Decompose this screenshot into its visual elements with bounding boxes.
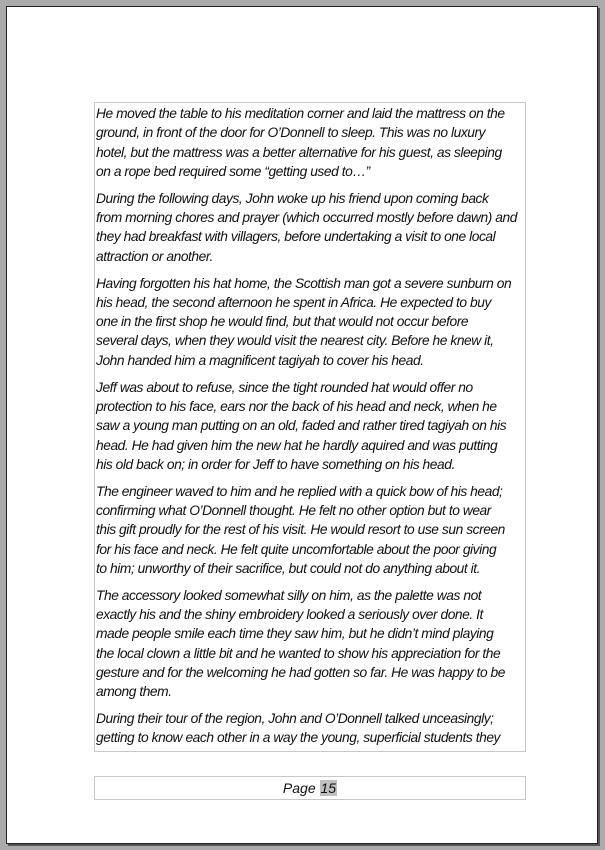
paragraph: The engineer waved to him and he replied with a quick bow of his head; confirming what O’Donnell thought. He felt no other option but to wear this gift proudly for the rest of his visit. He would resort to use sun screen for his face and neck. He felt quite uncomfortable about the poor giving to him; unworthy of their sacrifice, but could not do anything about it. [96, 483, 505, 576]
paragraph: He moved the table to his meditation corner and laid the mattress on the ground, in front of the door for O’Donnell to sleep. This was no luxury hotel, but the mattress was a better alternative for his guest, as sleeping on a rope bed required some “getting used to…” [96, 106, 505, 179]
body-text-frame[interactable] [94, 102, 526, 752]
page-footer[interactable] [94, 776, 526, 800]
paragraph: The accessory looked somewhat silly on him, as the palette was not exactly his and the shiny embroidery looked a seriously over done. It made people smile each time they saw him, but he didn’t mind playing the local clown a little bit and he wanted to show his appreciation for the gesture and for the welcoming he had gotten so far. He was happy to be among them. [96, 587, 505, 700]
page-number-field[interactable]: 15 [320, 780, 337, 796]
paragraph: Having forgotten his hat home, the Scottish man got a severe sunburn on his head, the second afternoon he spent in Africa. He expected to buy one in the first shop he would find, but that would not occur before several days, when they would visit the nearest city. Before he knew it, John handed him a magnificent tagiyah to cover his head. [96, 275, 512, 368]
paragraph: Jeff was about to refuse, since the tight rounded hat would offer no protection to his face, ears nor the back of his head and neck, when he saw a young man putting on an old, faded and rather tired tagiyah on his head. He had given him the new hat he hardly aquired and was putting his old back on; in order for Jeff to have something on his head. [96, 379, 507, 472]
page-label: Page [282, 780, 320, 796]
paragraph: During their tour of the region, John and O’Donnell talked unceasingly; getting to know each other in a way the young, superficial students they [96, 711, 501, 746]
paragraph: During the following days, John woke up his friend upon coming back from morning chores and prayer (which occurred mostly before dawn) and they had breakfast with villagers, before undertaking a visit to one local attraction or another. [96, 190, 517, 264]
document-page [6, 6, 598, 844]
